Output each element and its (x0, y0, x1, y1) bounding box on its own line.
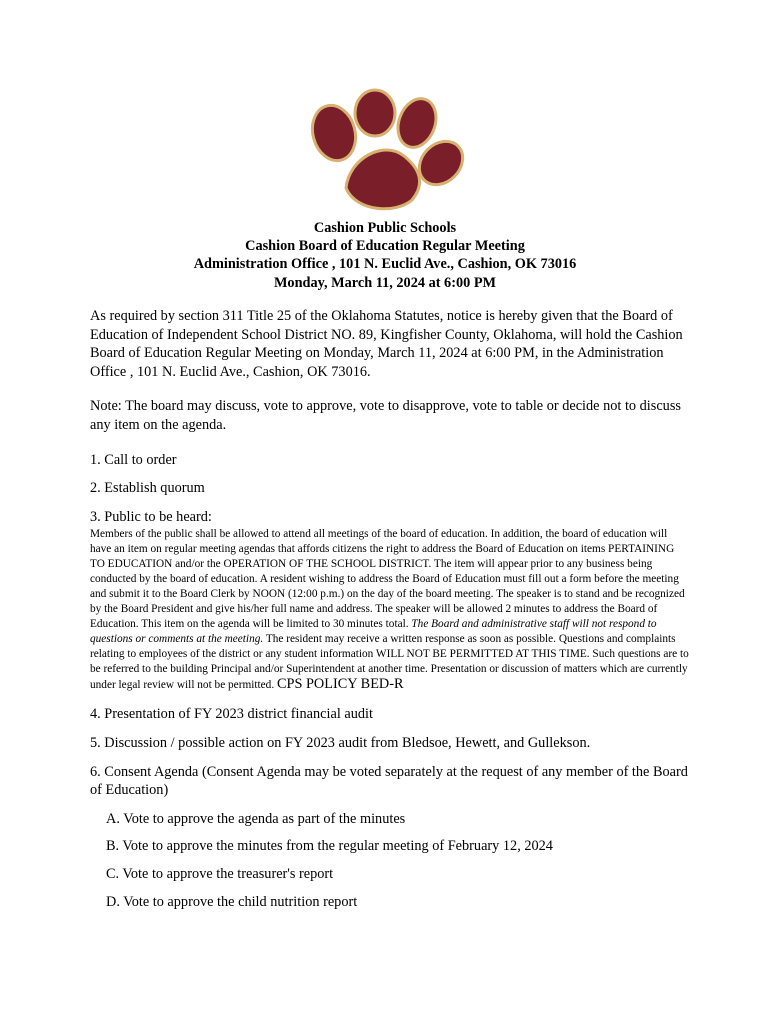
agenda-item-2: 2. Establish quorum (90, 480, 205, 497)
paw-print-icon (304, 88, 468, 212)
notice-paragraph: As required by section 311 Title 25 of the Oklahoma Statutes, notice is hereby given that the Board of Education of Independent School District NO. 89, Kingfisher County, Oklahoma, will hold the Cashion Board of Education Regular Meeting on Monday, March 11, 2024 at 6:00 PM, in the Administration Office , 101 N. Euclid Ave., Cashion, OK 73016. (90, 308, 683, 380)
meeting-datetime: Monday, March 11, 2024 at 6:00 PM (273, 274, 497, 291)
agenda-body (90, 307, 690, 911)
agenda-item-5: 5. Discussion / possible action on FY 2023 audit from Bledsoe, Hewett, and Gullekson. (90, 734, 591, 751)
policy-reference: CPS POLICY BED-R (276, 676, 404, 693)
policy-text-part-2: The resident may receive a written response as soon as possible. Questions and complaints relating to employees of the district or any student information WILL NOT BE PERMITTED AT THIS TIME. Such questions are to be referred to the building Principal and/or Superintendent at another time. Presentation or discussion of matters which are currently under legal review will not be permitted. (90, 633, 689, 692)
policy-text-part-1: Members of the public shall be allowed to attend all meetings of the board of education. In addition, the board of education will have an item on regular meeting agendas that affords citizens the right to address the Board of Education on items PERTAINING TO EDUCATION and/or the OPERATION OF THE SCHOOL DISTRICT. The item will appear prior to any business being conducted by the board of education. A resident wishing to address the Board of Education must fill out a form before the meeting and submit it to the Board Clerk by NOON (12:00 p.m.) on the day of the board meeting. The speaker is to stand and be recognized by the Board President and give his/her full name and address. The speaker will be allowed 2 minutes to address the Board of Education. This item on the agenda will be limited to 30 minutes total. (90, 528, 685, 631)
consent-item-c: C. Vote to approve the treasurer's report (106, 865, 334, 882)
agenda-item-6: 6. Consent Agenda (Consent Agenda may be voted separately at the request of any member of the Board of Education) (90, 763, 688, 799)
agenda-item-4: 4. Presentation of FY 2023 district financial audit (90, 706, 373, 723)
agenda-item-1: 1. Call to order (90, 451, 177, 468)
meeting-location: Administration Office , 101 N. Euclid Ave., Cashion, OK 73016 (193, 256, 577, 273)
school-name: Cashion Public Schools (313, 220, 457, 236)
policy-text-italic: The Board and administrative staff will not respond to questions or comments at the meeting. (90, 618, 657, 646)
agenda-item-3: 3. Public to be heard: (90, 508, 212, 525)
consent-item-d: D. Vote to approve the child nutrition report (106, 893, 358, 910)
public-comment-policy (90, 527, 690, 693)
meeting-header (0, 219, 770, 292)
consent-item-b: B. Vote to approve the minutes from the regular meeting of February 12, 2024 (106, 838, 553, 855)
meeting-title: Cashion Board of Education Regular Meeting (245, 238, 525, 255)
consent-item-a: A. Vote to approve the agenda as part of the minutes (106, 810, 406, 827)
note-paragraph: Note: The board may discuss, vote to approve, vote to disapprove, vote to table or decide not to discuss any item on the agenda. (90, 398, 681, 433)
